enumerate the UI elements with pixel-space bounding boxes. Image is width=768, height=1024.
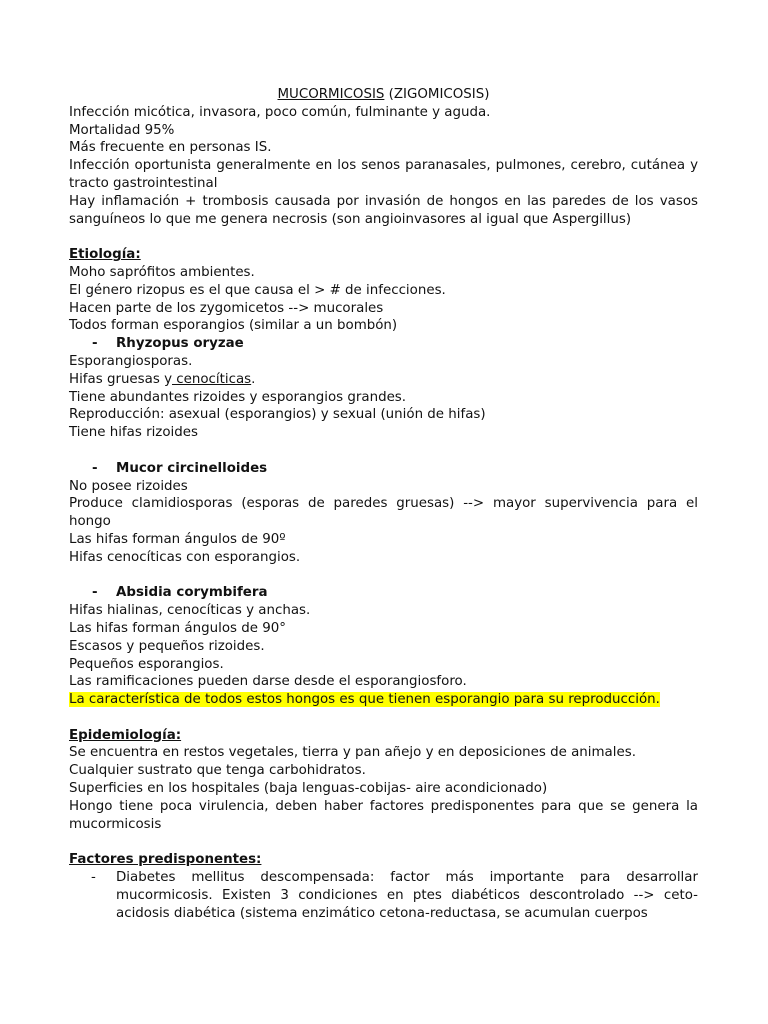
rhyzopus-line: Reproducción: asexual (esporangios) y sexual (unión de hifas) [69, 407, 486, 423]
etiologia-line: Todos forman esporangios (similar a un bombón) [69, 318, 398, 334]
epidemiologia-line: Cualquier sustrato que tenga carbohidratos. [69, 763, 366, 779]
title-alternate: (ZIGOMICOSIS) [384, 87, 490, 102]
mucor-paragraph: Produce clamidiosporas (esporas de paredes gruesas) --> mayor supervivencia para el hongo [69, 496, 698, 530]
absidia-line: Escasos y pequeños rizoides. [69, 638, 265, 654]
dash-marker: - [92, 585, 98, 601]
rhyzopus-line [69, 371, 698, 389]
list-item [69, 869, 698, 922]
subheading-absidia [69, 584, 698, 602]
document-body [69, 86, 698, 922]
rhyzopus-line: Tiene hifas rizoides [69, 425, 198, 441]
dash-marker: - [92, 336, 98, 352]
intro-paragraph: Infección oportunista generalmente en los senos paranasales, pulmones, cerebro, cutánea y tracto gastrointestinal [69, 158, 698, 191]
intro-line: Mortalidad 95% [69, 122, 175, 138]
subheading-label: Rhyzopus oryzae [116, 336, 244, 352]
underlined-term: cenocíticas [172, 371, 252, 387]
dash-marker: - [92, 460, 98, 476]
highlighted-summary [69, 691, 698, 709]
highlight-text: La característica de todos estos hongos es que tienen esporangio para su reproducción. [69, 692, 660, 708]
epidemiologia-line: Se encuentra en restos vegetales, tierra y pan añejo y en deposiciones de animales. [69, 745, 636, 761]
subheading-mucor [69, 460, 698, 478]
mucor-line: Hifas cenocíticas con esporangios. [69, 549, 301, 565]
epidemiologia-line: Superficies en los hospitales (baja lenguas-cobijas- aire acondicionado) [69, 781, 548, 797]
dash-marker: - [91, 870, 96, 886]
mucor-line: No posee rizoides [69, 478, 188, 494]
factores-list [69, 869, 698, 922]
section-heading-epidemiologia: Epidemiología: [69, 727, 182, 743]
etiologia-line: Hacen parte de los zygomicetos --> mucorales [69, 300, 384, 316]
rhyzopus-line: Tiene abundantes rizoides y esporangios grandes. [69, 389, 407, 405]
section-heading-etiologia: Etiología: [69, 247, 141, 263]
text-run: Hifas gruesas y [69, 371, 173, 387]
subheading-label: Mucor circinelloides [116, 460, 268, 476]
spacer [69, 442, 698, 460]
intro-paragraph: Hay inflamación + trombosis causada por invasión de hongos en las paredes de los vasos sanguíneos lo que me genera necrosis (son angioinvasores al igual que Aspergillus) [69, 193, 698, 227]
document-title [69, 86, 698, 104]
epidemiologia-paragraph: Hongo tiene poca virulencia, deben haber factores predisponentes para que se genera la mucormicosis [69, 798, 698, 832]
intro-line: Infección micótica, invasora, poco común, fulminante y aguda. [69, 104, 491, 120]
list-item-text: Diabetes mellitus descompensada: factor más importante para desarrollar mucormicosis. Existen 3 condiciones en ptes diabéticos descontrolado --> ceto-acidosis diabética (sistema enzimático cetona-reductasa, se acumulan cuerpos [116, 870, 698, 921]
absidia-line: Las hifas forman ángulos de 90° [69, 620, 286, 636]
absidia-line: Pequeños esporangios. [69, 656, 224, 672]
section-heading-factores: Factores predisponentes: [69, 852, 262, 868]
absidia-line: Las ramificaciones pueden darse desde el esporangiosforo. [69, 674, 467, 690]
text-run: . [251, 371, 256, 387]
absidia-line: Hifas hialinas, cenocíticas y anchas. [69, 603, 311, 619]
subheading-label: Absidia corymbifera [116, 585, 268, 601]
spacer [69, 709, 698, 727]
intro-line: Más frecuente en personas IS. [69, 140, 272, 156]
spacer [69, 228, 698, 246]
spacer [69, 567, 698, 585]
rhyzopus-line: Esporangiosporas. [69, 353, 193, 369]
spacer [69, 833, 698, 851]
etiologia-line: Moho saprófitos ambientes. [69, 264, 255, 280]
subheading-rhyzopus [69, 335, 698, 353]
mucor-line: Las hifas forman ángulos de 90º [69, 531, 286, 547]
etiologia-line: El género rizopus es el que causa el > # de infecciones. [69, 282, 446, 298]
title-main: MUCORMICOSIS [277, 87, 385, 102]
